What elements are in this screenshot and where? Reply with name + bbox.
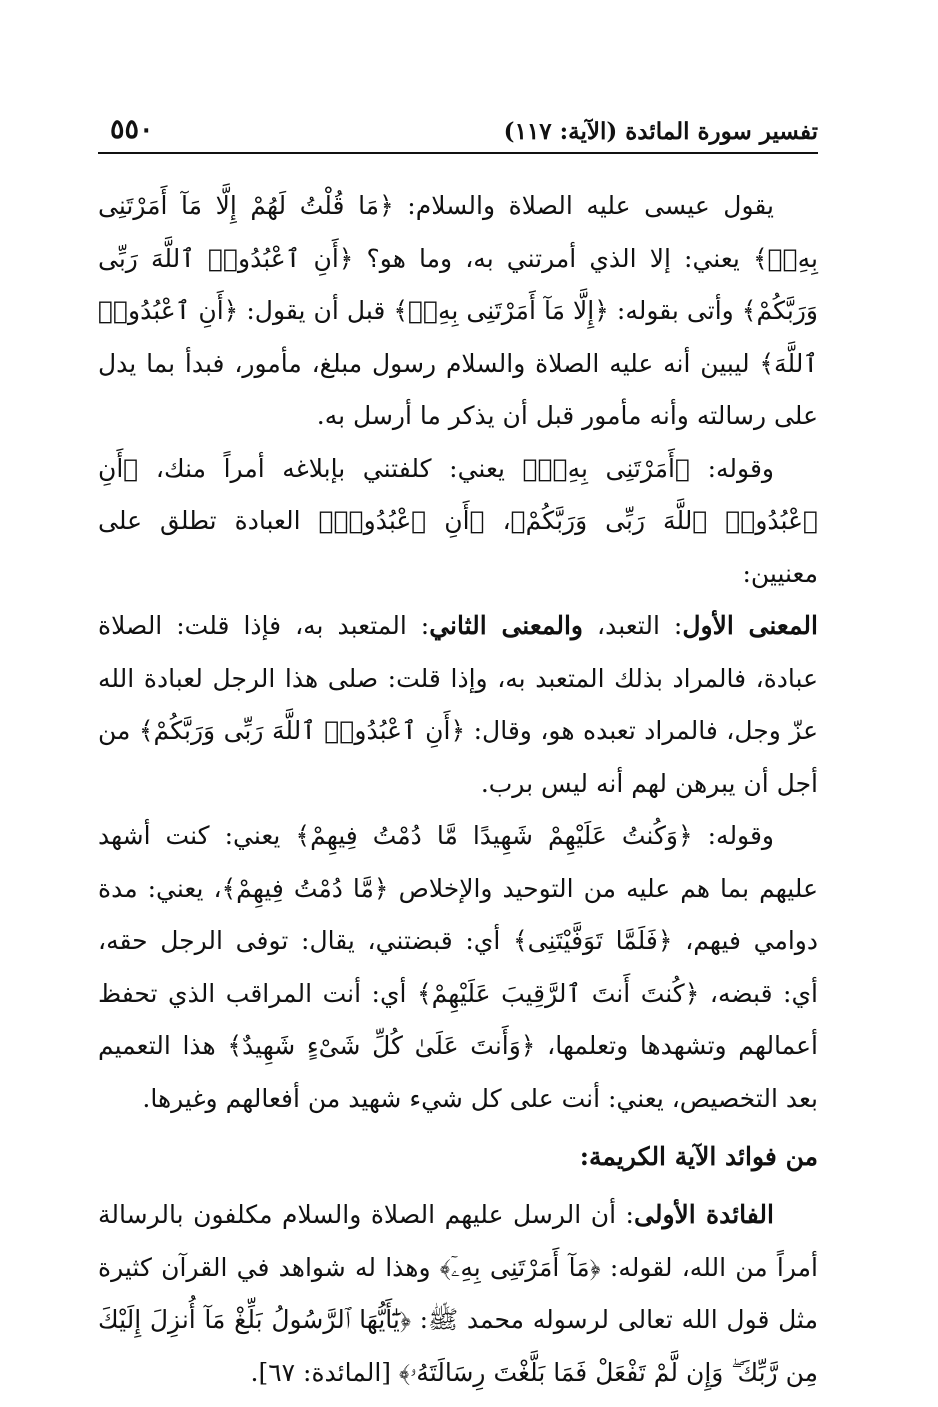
page-header	[98, 108, 818, 152]
first-meaning-label: المعنى الأول	[682, 611, 818, 640]
benefit-text: : أن الرسل عليهم الصلاة والسلام مكلفون بالرسالة أمراً من الله، لقوله: ﴿مَآ أَمَرْتَنِى بِهِۦٓ﴾ وهذا له شواهد في القرآن كثيرة مثل قول الله تعالى لرسوله محمد ﷺ: ﴿يَٰٓأَيُّهَا ٱلرَّسُولُ بَلِّغْ مَآ أُنزِلَ إِلَيْكَ مِن رَّبِّكَ ۖ وَإِن لَّمْ تَفْعَلْ فَمَا بَلَّغْتَ رِسَالَتَهُۥ﴾ [المائدة: ٦٧].	[98, 1200, 818, 1387]
paragraph-isa-statement	[98, 180, 818, 443]
paragraph-witness	[98, 810, 818, 1125]
paragraph-text: وقوله: ﴿وَكُنتُ عَلَيْهِمْ شَهِيدًا مَّا دُمْتُ فِيهِمْ﴾ يعني: كنت أشهد عليهم بما هم عليه من التوحيد والإخلاص ﴿مَّا دُمْتُ فِيهِمْ﴾، يعني: مدة دوامي فيهم، ﴿فَلَمَّا تَوَفَّيْتَنِى﴾ أي: قبضتني، يقال: توفى الرجل حقه، أي: قبضه، ﴿كُنتَ أَنتَ ٱلرَّقِيبَ عَلَيْهِمْ﴾ أي: أنت المراقب الذي تحفظ أعمالهم وتشهدها وتعلمها، ﴿وَأَنتَ عَلَىٰ كُلِّ شَىْءٍ شَهِيدٌ﴾ هذا التعميم بعد التخصيص، يعني: أنت على كل شيء شهيد من أفعالهم وغيرها.	[98, 821, 818, 1113]
paragraph-text: يقول عيسى عليه الصلاة والسلام: ﴿مَا قُلْتُ لَهُمْ إِلَّا مَآ أَمَرْتَنِى بِهِۦٓ﴾ يعني: إلا الذي أمرتني به، وما هو؟ ﴿أَنِ ٱعْبُدُوا۟ ٱللَّهَ رَبِّى وَرَبَّكُمْ﴾ وأتى بقوله: ﴿إِلَّا مَآ أَمَرْتَنِى بِهِۦٓ﴾ قبل أن يقول: ﴿أَنِ ٱعْبُدُوا۟ ٱللَّهَ﴾ ليبين أنه عليه الصلاة والسلام رسول مبلغ، مأمور، فبدأ بما يدل على رسالته وأنه مأمور قبل أن يذكر ما أرسل به.	[98, 191, 818, 430]
paragraph-worship-meanings	[98, 443, 818, 811]
first-meaning-text: : التعبد،	[583, 611, 683, 640]
benefit-label: الفائدة الأولى	[633, 1200, 774, 1229]
book-page	[98, 108, 818, 1387]
page-number: ٥٥٠	[110, 114, 154, 145]
page-body	[98, 180, 818, 1399]
second-meaning-text: : المتعبد به، فإذا قلت: الصلاة عبادة، فالمراد بذلك المتعبد به، وإذا قلت: صلى هذا الرجل لعبادة الله عزّ وجل، فالمراد تعبده هو، وقال: ﴿أَنِ ٱعْبُدُوا۟ ٱللَّهَ رَبِّى وَرَبَّكُمْ﴾ من أجل أن يبرهن لهم أنه ليس برب.	[98, 611, 818, 798]
header-rule	[98, 152, 818, 154]
second-meaning-label: والمعنى الثاني	[429, 611, 584, 640]
paragraph-text: وقوله: ﴿أَمَرْتَنِى بِهِۦٓ﴾ يعني: كلفتني بإبلاغه أمراً منك، ﴿أَنِ ٱعْبُدُوا۟ ٱللَّهَ رَبِّى وَرَبَّكُمْ﴾، ﴿أَنِ ٱعْبُدُوا۟﴾ العبادة تطلق على معنيين:	[98, 453, 818, 588]
paragraph-first-benefit	[98, 1189, 818, 1399]
section-heading: من فوائد الآية الكريمة:	[579, 1142, 818, 1171]
running-title: تفسير سورة المائدة (الآية: ١١٧)	[503, 118, 818, 145]
